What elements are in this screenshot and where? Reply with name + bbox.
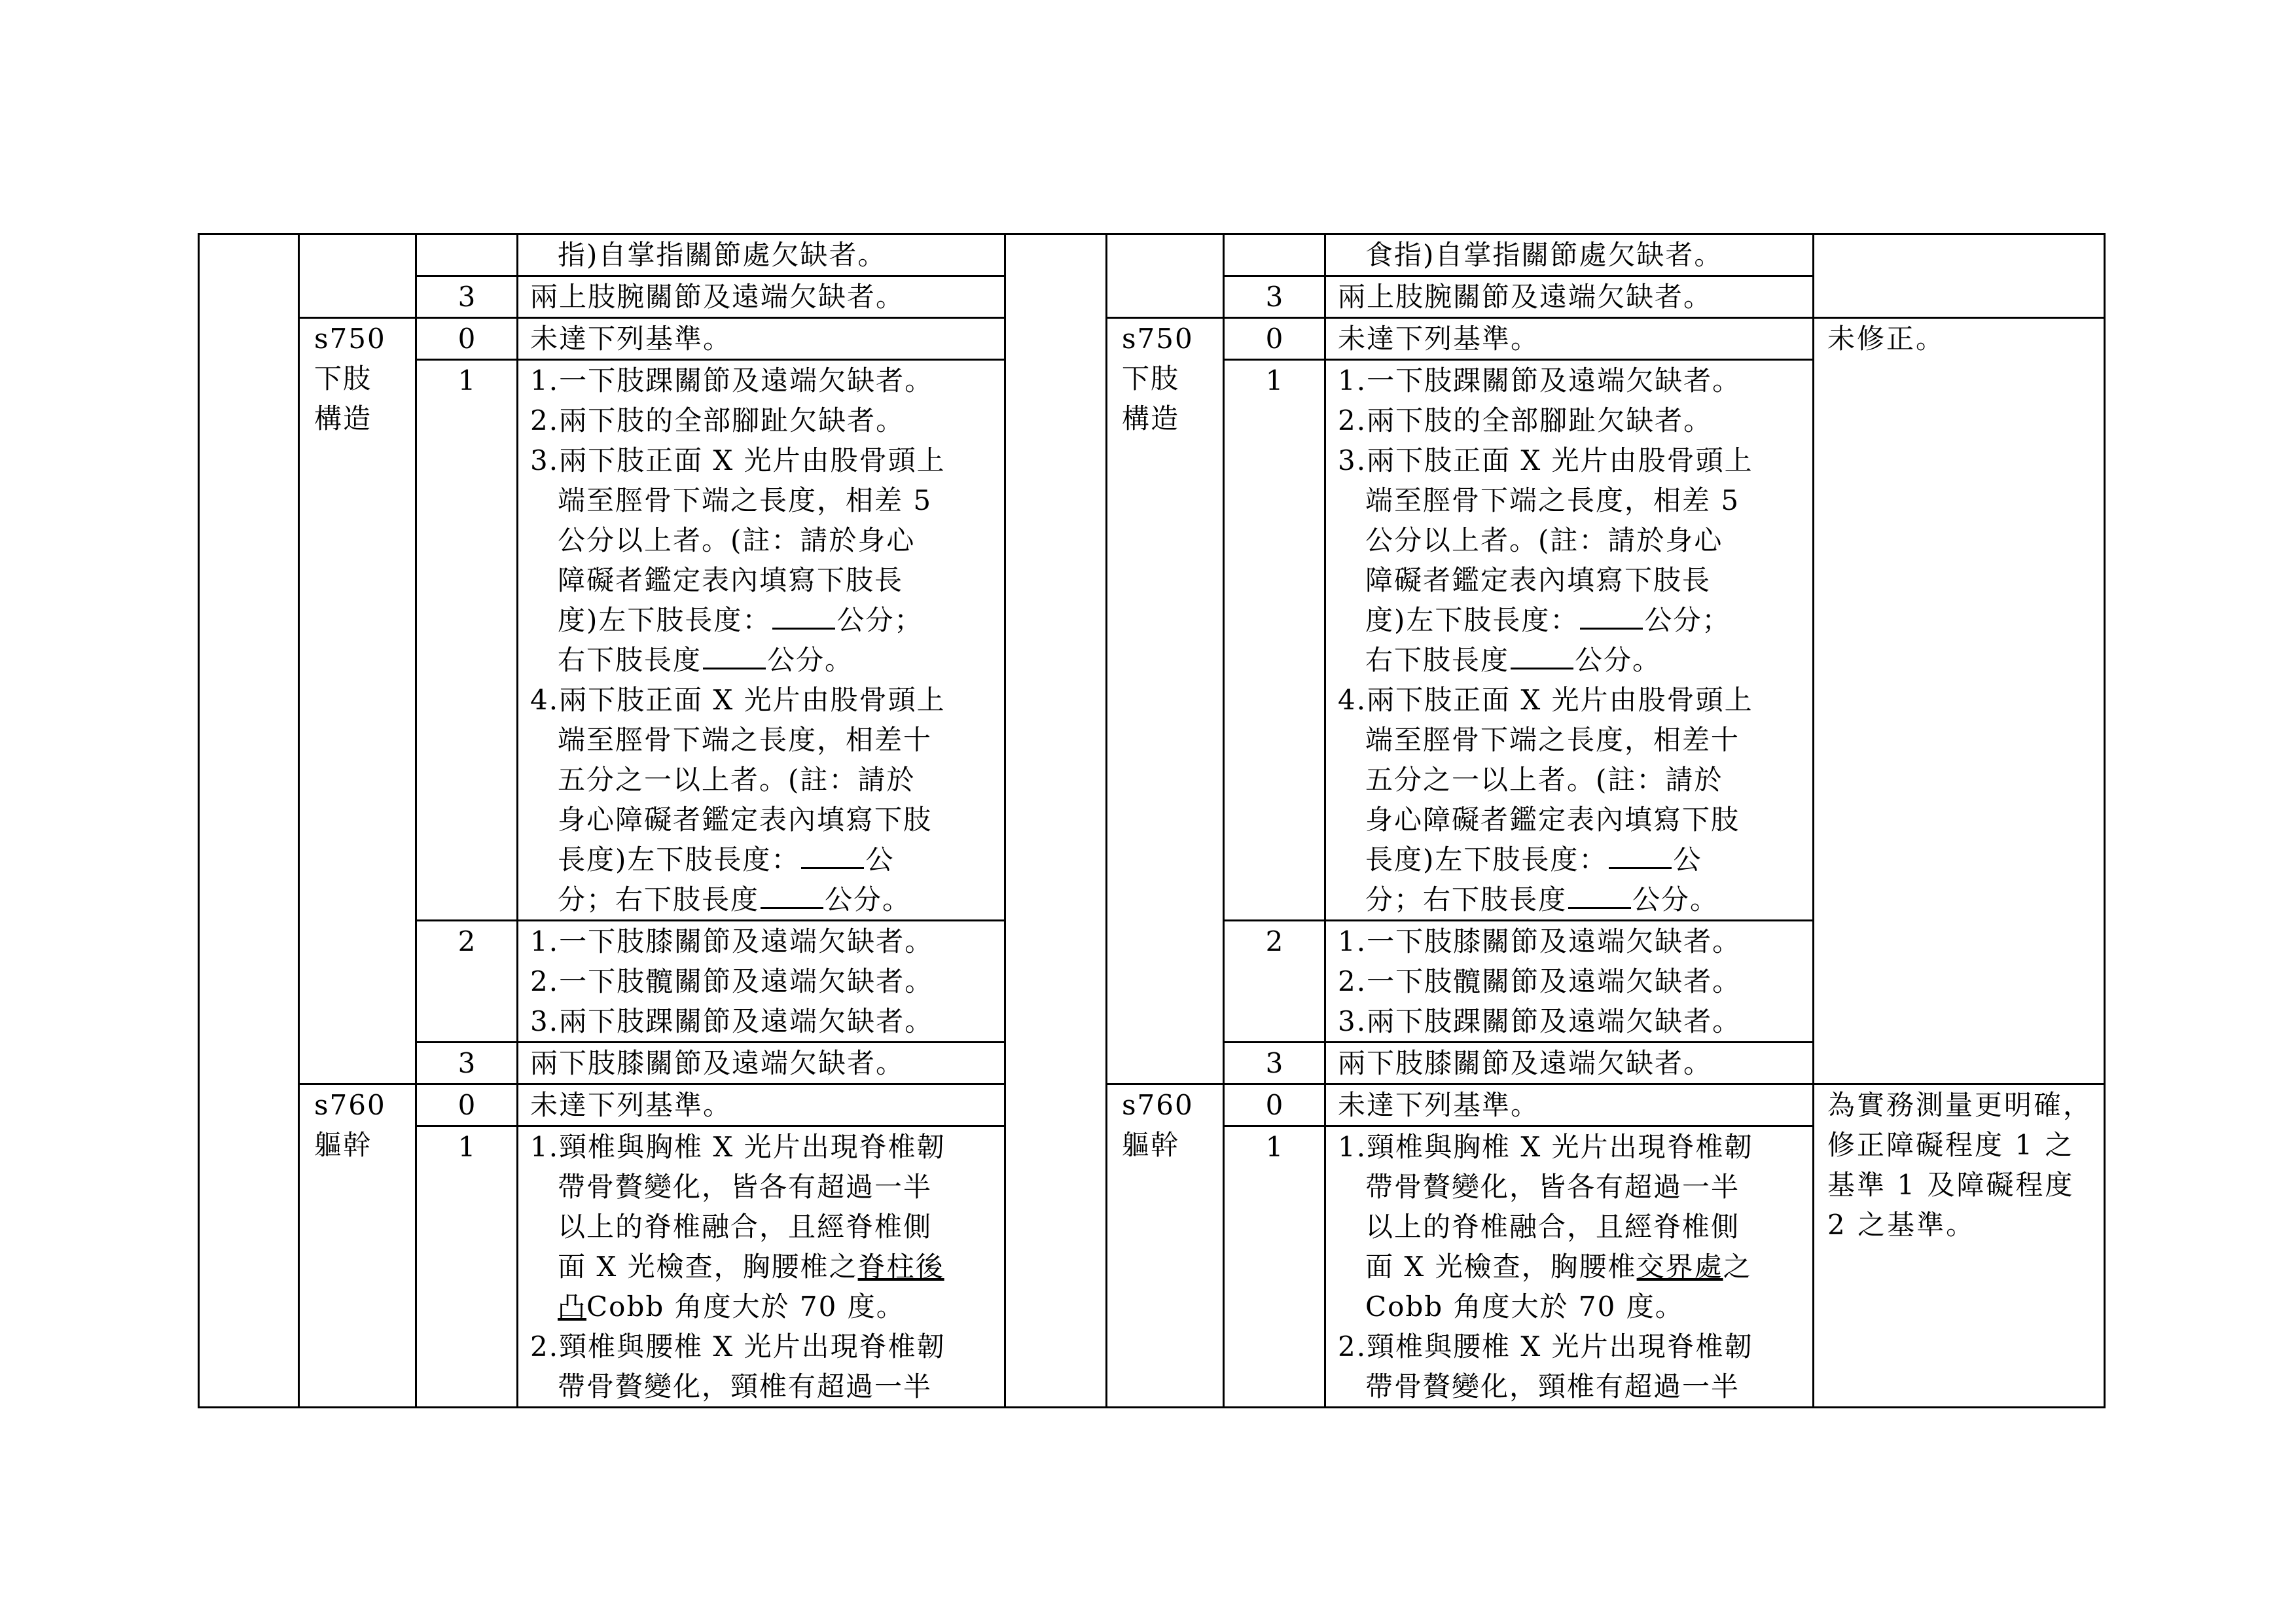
criterion-line [1338,277,1806,317]
criterion-text: 長度)左下肢長度： [558,844,800,876]
fill-in-blank [1609,841,1672,869]
criterion-text: 3.兩下肢正面 X 光片由股骨頭上 [530,444,946,476]
criterion-line [1338,1247,1806,1287]
criterion-text: 分；右下肢長度 [1365,883,1568,916]
criterion-line [530,480,997,520]
table-row [199,1084,2105,1126]
criterion-text: 1.一下肢踝關節及遠端欠缺者。 [1338,365,1742,397]
criterion-text: 障礙者鑑定表內填寫下肢長 [558,564,904,596]
amended-article-cell [1005,234,1107,1408]
criterion-text: 公分。 [1632,883,1719,916]
item-code-line: 軀幹 [314,1129,372,1161]
criterion-text: 1.一下肢踝關節及遠端欠缺者。 [530,365,934,397]
criterion-line [530,1043,997,1083]
severity-level: 0 [457,1089,476,1121]
criterion-text: 指)自掌指關節處欠缺者。 [558,239,887,271]
new-level-cell [1224,234,1325,276]
criterion-text: 1.頸椎與胸椎 X 光片出現脊椎韌 [1338,1131,1753,1163]
severity-level: 3 [1265,1047,1283,1079]
criterion-text: 未達下列基準。 [530,323,732,355]
criterion-line [1338,1327,1806,1366]
criterion-line [530,440,997,480]
criterion-text: 1.頸椎與胸椎 X 光片出現脊椎韌 [530,1131,946,1163]
underlined-text: 脊柱後 [857,1251,944,1283]
criterion-text: 公分； [1644,604,1731,636]
new-level-cell [1224,921,1325,1043]
table-row [199,234,2105,276]
criterion-line [1338,600,1806,640]
criterion-line [530,1167,997,1207]
criterion-line [1338,1127,1806,1167]
criterion-text: Cobb 角度大於 70 度。 [586,1291,905,1323]
criterion-text: 身心障礙者鑑定表內填寫下肢 [558,804,933,836]
criterion-text: 兩下肢膝關節及遠端欠缺者。 [530,1047,905,1079]
criterion-line [530,560,997,600]
new-item-code-cell [1107,234,1224,318]
severity-level: 0 [1265,1089,1283,1121]
item-code-line: s760 [1122,1089,1194,1121]
criterion-text: 2.頸椎與腰椎 X 光片出現脊椎韌 [530,1330,946,1363]
criterion-text: 帶骨贅變化，頸椎有超過一半 [1365,1370,1740,1402]
criterion-line [1338,1043,1806,1083]
criterion-line [530,760,997,800]
criterion-line [530,1001,997,1041]
criterion-text: 以上的脊椎融合，且經脊椎側 [558,1211,933,1243]
severity-level: 3 [457,1047,476,1079]
criterion-text: 身心障礙者鑑定表內填寫下肢 [1365,804,1740,836]
severity-level: 1 [1265,365,1283,397]
criterion-line [1338,440,1806,480]
new-criteria-cell [1325,360,1814,921]
old-level-cell [416,1126,518,1408]
criterion-text: 右下肢長度 [558,644,702,676]
criterion-text: 端至脛骨下端之長度，相差 5 [558,484,933,516]
criterion-text: 未達下列基準。 [1338,323,1540,355]
criterion-text: 端至脛骨下端之長度，相差十 [1365,724,1740,756]
criterion-text: 公分。 [1575,644,1662,676]
criterion-line [530,1287,997,1327]
old-level-cell [416,1043,518,1084]
new-level-cell [1224,360,1325,921]
criterion-line [530,401,997,440]
criterion-line [530,235,997,275]
old-level-cell [416,360,518,921]
explanation-cell [1814,1084,2105,1408]
criterion-line [1338,1001,1806,1041]
item-code-line: 構造 [1122,402,1180,435]
old-criteria-cell [518,276,1005,318]
criterion-text: 度)左下肢長度： [558,604,772,636]
criterion-text: 兩下肢膝關節及遠端欠缺者。 [1338,1047,1713,1079]
criterion-line [530,961,997,1001]
old-level-cell [416,234,518,276]
new-criteria-cell [1325,1043,1814,1084]
old-criteria-cell [518,360,1005,921]
item-code-line: s750 [1122,323,1194,355]
criterion-line [1338,560,1806,600]
new-level-cell [1224,276,1325,318]
criterion-line [1338,800,1806,840]
criterion-text: 端至脛骨下端之長度，相差 5 [1365,484,1740,516]
criterion-line [530,800,997,840]
criterion-text: 面 X 光檢查，胸腰椎 [1365,1251,1637,1283]
fill-in-blank [1568,881,1631,909]
criterion-text: 長度)左下肢長度： [1365,844,1608,876]
item-code-line: 下肢 [1122,363,1180,395]
criterion-line [1338,760,1806,800]
criterion-line [530,921,997,961]
old-criteria-cell [518,234,1005,276]
criterion-text: 右下肢長度 [1365,644,1510,676]
criterion-line [1338,235,1806,275]
new-criteria-cell [1325,318,1814,360]
criterion-text: 以上的脊椎融合，且經脊椎側 [1365,1211,1740,1243]
criterion-text: 4.兩下肢正面 X 光片由股骨頭上 [530,684,946,716]
new-criteria-cell [1325,921,1814,1043]
criterion-line [1338,1207,1806,1247]
criterion-line [1338,840,1806,880]
fill-in-blank [801,841,864,869]
criterion-line [1338,1366,1806,1406]
old-item-code-cell [299,1084,416,1408]
new-level-cell [1224,1043,1325,1084]
underlined-text: 交界處 [1636,1251,1723,1283]
criterion-text: 兩上肢腕關節及遠端欠缺者。 [530,281,905,313]
criterion-text: 3.兩下肢踝關節及遠端欠缺者。 [530,1005,934,1037]
fill-in-blank [703,641,766,669]
criterion-text: 度)左下肢長度： [1365,604,1579,636]
criterion-text: 端至脛骨下端之長度，相差十 [558,724,933,756]
old-level-cell [416,1084,518,1126]
item-code-line: s750 [314,323,386,355]
severity-level: 1 [1265,1131,1283,1163]
criterion-line [530,1327,997,1366]
severity-level: 2 [1265,925,1283,957]
criterion-line [1338,1085,1806,1125]
criterion-text: 公 [1673,844,1702,876]
old-criteria-cell [518,1084,1005,1126]
criterion-text: 公分； [836,604,924,636]
explanation-text: 為實務測量更明確，修正障礙程度 1 之基準 1 及障礙程度 2 之基準。 [1827,1089,2093,1241]
fill-in-blank [1580,601,1643,630]
old-item-code-cell [299,318,416,1084]
criterion-line [1338,680,1806,720]
new-criteria-cell [1325,276,1814,318]
severity-level: 1 [457,1131,476,1163]
criterion-line [530,361,997,401]
table-row [199,318,2105,360]
old-criteria-cell [518,318,1005,360]
criterion-text: 3.兩下肢踝關節及遠端欠缺者。 [1338,1005,1742,1037]
criterion-text: 4.兩下肢正面 X 光片由股骨頭上 [1338,684,1753,716]
old-criteria-cell [518,1126,1005,1408]
criterion-line [530,840,997,880]
new-item-code-cell [1107,318,1224,1084]
criterion-line [530,1085,997,1125]
criterion-text: 1.一下肢膝關節及遠端欠缺者。 [530,925,934,957]
criterion-line [1338,401,1806,440]
criterion-text: 帶骨贅變化，皆各有超過一半 [558,1171,933,1203]
criterion-line [530,720,997,760]
criterion-text: 2.一下肢髖關節及遠端欠缺者。 [1338,965,1742,997]
criterion-line [530,1366,997,1406]
old-level-cell [416,921,518,1043]
criterion-line [1338,880,1806,919]
criterion-text: 兩上肢腕關節及遠端欠缺者。 [1338,281,1713,313]
severity-level: 2 [457,925,476,957]
new-criteria-cell [1325,234,1814,276]
criterion-text: 之 [1723,1251,1752,1283]
old-level-cell [416,276,518,318]
criterion-text: 公分以上者。(註：請於身心 [558,524,916,556]
current-article-cell [199,234,299,1408]
criterion-text: 五分之一以上者。(註：請於 [1365,764,1723,796]
criterion-line [1338,640,1806,680]
criterion-text: 未達下列基準。 [1338,1089,1540,1121]
criterion-line [530,1207,997,1247]
severity-level: 0 [457,323,476,355]
criterion-text: 公分以上者。(註：請於身心 [1365,524,1723,556]
criterion-line [1338,921,1806,961]
criterion-text: 公 [865,844,895,876]
criterion-text: 2.兩下肢的全部腳趾欠缺者。 [530,404,905,437]
criterion-text: 帶骨贅變化，頸椎有超過一半 [558,1370,933,1402]
explanation-cell [1814,234,2105,318]
criterion-text: 公分。 [767,644,854,676]
criterion-line [530,680,997,720]
criterion-line [530,520,997,560]
new-criteria-cell [1325,1084,1814,1126]
criterion-text: 3.兩下肢正面 X 光片由股骨頭上 [1338,444,1753,476]
criterion-line [530,319,997,359]
criterion-text: 障礙者鑑定表內填寫下肢長 [1365,564,1712,596]
old-criteria-cell [518,921,1005,1043]
item-code-line: 下肢 [314,363,372,395]
new-level-cell [1224,1126,1325,1408]
new-item-code-cell [1107,1084,1224,1408]
criterion-text: 帶骨贅變化，皆各有超過一半 [1365,1171,1740,1203]
severity-level: 0 [1265,323,1283,355]
new-level-cell [1224,318,1325,360]
criterion-line [530,880,997,919]
criterion-text: 未達下列基準。 [530,1089,732,1121]
criterion-line [1338,720,1806,760]
criterion-text: 分；右下肢長度 [558,883,760,916]
explanation-cell [1814,318,2105,1084]
criterion-text: Cobb 角度大於 70 度。 [1365,1291,1684,1323]
criterion-line [530,600,997,640]
new-level-cell [1224,1084,1325,1126]
item-code-line: 構造 [314,402,372,435]
criterion-line [530,1127,997,1167]
criterion-line [1338,1287,1806,1327]
criterion-text: 公分。 [825,883,912,916]
severity-level: 3 [457,281,476,313]
criterion-line [1338,961,1806,1001]
criterion-text: 1.一下肢膝關節及遠端欠缺者。 [1338,925,1742,957]
fill-in-blank [761,881,823,909]
old-item-code-cell [299,234,416,318]
criterion-text: 2.頸椎與腰椎 X 光片出現脊椎韌 [1338,1330,1753,1363]
criterion-line [1338,520,1806,560]
criterion-line [530,1247,997,1287]
criterion-text: 面 X 光檢查，胸腰椎之 [558,1251,858,1283]
criterion-text: 食指)自掌指關節處欠缺者。 [1365,239,1723,271]
new-criteria-cell [1325,1126,1814,1408]
criterion-line [530,277,997,317]
criterion-text: 五分之一以上者。(註：請於 [558,764,916,796]
comparison-table [198,233,2106,1408]
item-code-line: s760 [314,1089,386,1121]
criterion-line [1338,361,1806,401]
old-level-cell [416,318,518,360]
fill-in-blank [1511,641,1573,669]
criterion-text: 2.一下肢髖關節及遠端欠缺者。 [530,965,934,997]
old-criteria-cell [518,1043,1005,1084]
fill-in-blank [772,601,835,630]
criterion-line [530,640,997,680]
criterion-line [1338,480,1806,520]
criterion-line [1338,1167,1806,1207]
criterion-text: 2.兩下肢的全部腳趾欠缺者。 [1338,404,1713,437]
table-body [199,234,2105,1408]
severity-level: 3 [1265,281,1283,313]
severity-level: 1 [457,365,476,397]
item-code-line: 軀幹 [1122,1129,1180,1161]
explanation-text: 未修正。 [1827,323,1946,355]
criterion-line [1338,319,1806,359]
underlined-text: 凸 [558,1291,587,1323]
